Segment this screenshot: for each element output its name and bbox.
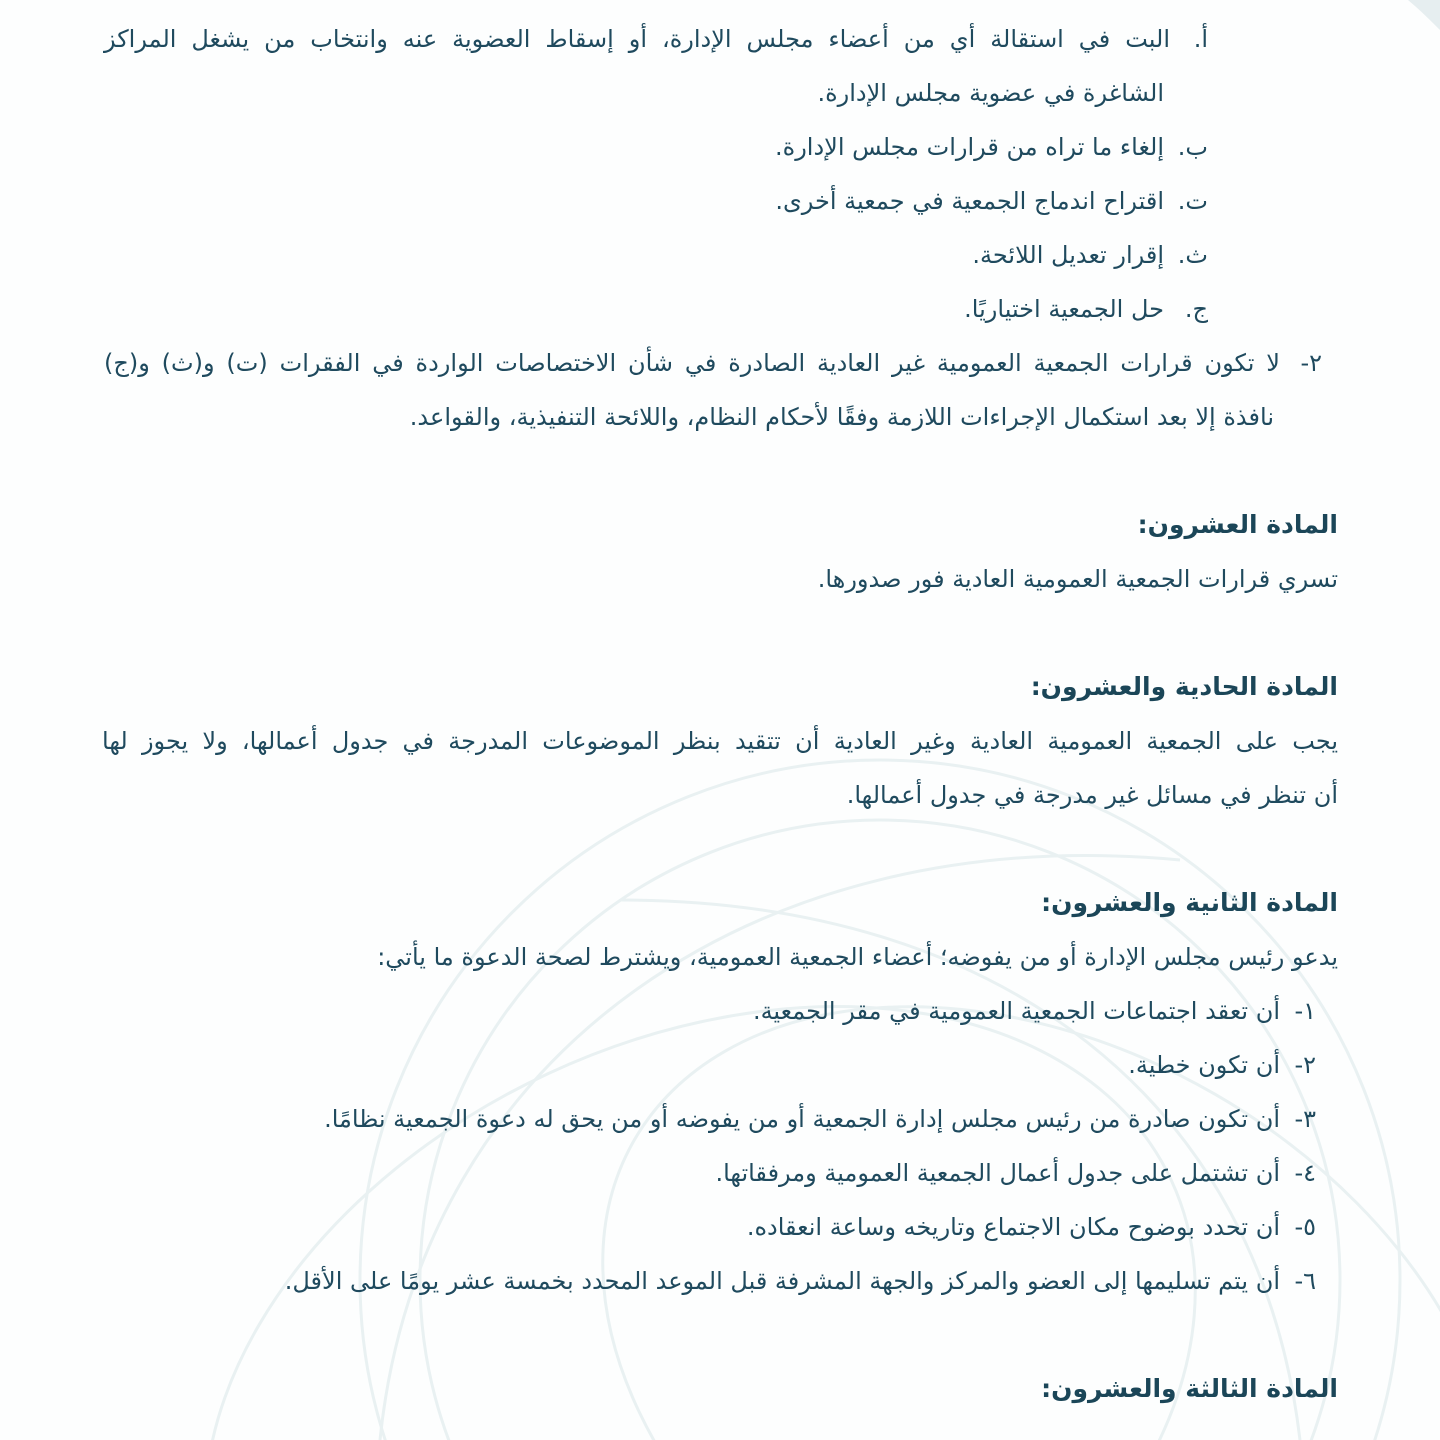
article-22-item-3: أن تكون صادرة من رئيس مجلس إدارة الجمعية أو من يفوضه أو من يحق له دعوة الجمعية نظامًا.	[324, 1105, 1280, 1133]
article-22-item-3-label: ٣-	[1294, 1105, 1316, 1133]
list-item-alef-line1: البت في استقالة أي من أعضاء مجلس الإدارة، أو إسقاط العضوية عنه وانتخاب من يشغل المراكز	[104, 25, 1170, 53]
list-item-alef-line2: الشاغرة في عضوية مجلس الإدارة.	[817, 79, 1164, 107]
article-22-item-5: أن تحدد بوضوح مكان الاجتماع وتاريخه وساعة انعقاده.	[746, 1213, 1280, 1241]
list-item-ta: اقتراح اندماج الجمعية في جمعية أخرى.	[775, 187, 1164, 215]
article-22-item-1: أن تعقد اجتماعات الجمعية العمومية في مقر الجمعية.	[752, 997, 1280, 1025]
list-label-ta: ت.	[1177, 187, 1208, 215]
article-21-line1: يجب على الجمعية العمومية العادية وغير العادية أن تتقيد بنظر الموضوعات المدرجة في جدول أعمالها، ولا يجوز لها	[102, 727, 1338, 755]
article-22-item-4: أن تشتمل على جدول أعمال الجمعية العمومية ومرفقاتها.	[715, 1159, 1280, 1187]
article-21-line2: أن تنظر في مسائل غير مدرجة في جدول أعمالها.	[846, 781, 1338, 809]
list-label-alef: أ.	[1193, 25, 1208, 53]
article-21-title: المادة الحادية والعشرون:	[1030, 672, 1338, 701]
list-label-ba: ب.	[1177, 133, 1208, 161]
article-23-title: المادة الثالثة والعشرون:	[1041, 1374, 1338, 1403]
clause-2-line1: لا تكون قرارات الجمعية العمومية غير العادية الصادرة في شأن الاختصاصات الواردة في الفقرات (ت) و(ث) و(ج)	[104, 349, 1280, 377]
article-22-item-2-label: ٢-	[1294, 1051, 1316, 1079]
clause-2-label: ٢-	[1300, 349, 1322, 377]
list-item-jim: حل الجمعية اختياريًا.	[964, 295, 1164, 323]
clause-2-line2: نافذة إلا بعد استكمال الإجراءات اللازمة وفقًا لأحكام النظام، واللائحة التنفيذية، والقواعد.	[409, 403, 1274, 431]
article-22-item-6: أن يتم تسليمها إلى العضو والمركز والجهة المشرفة قبل الموعد المحدد بخمسة عشر يومًا على الأقل.	[284, 1267, 1280, 1295]
list-label-tha: ث.	[1177, 241, 1208, 269]
article-22-intro: يدعو رئيس مجلس الإدارة أو من يفوضه؛ أعضاء الجمعية العمومية، ويشترط لصحة الدعوة ما يأتي:	[377, 943, 1338, 971]
list-label-jim: ج.	[1184, 295, 1208, 323]
article-20-title: المادة العشرون:	[1137, 510, 1338, 539]
article-22-item-2: أن تكون خطية.	[1128, 1051, 1280, 1079]
list-item-tha: إقرار تعديل اللائحة.	[972, 241, 1164, 269]
article-22-item-1-label: ١-	[1294, 997, 1316, 1025]
list-item-ba: إلغاء ما تراه من قرارات مجلس الإدارة.	[774, 133, 1164, 161]
article-22-item-5-label: ٥-	[1294, 1213, 1316, 1241]
article-22-title: المادة الثانية والعشرون:	[1041, 888, 1338, 917]
article-22-item-4-label: ٤-	[1294, 1159, 1316, 1187]
article-20-text: تسري قرارات الجمعية العمومية العادية فور صدورها.	[817, 565, 1338, 593]
article-22-item-6-label: ٦-	[1294, 1267, 1316, 1295]
